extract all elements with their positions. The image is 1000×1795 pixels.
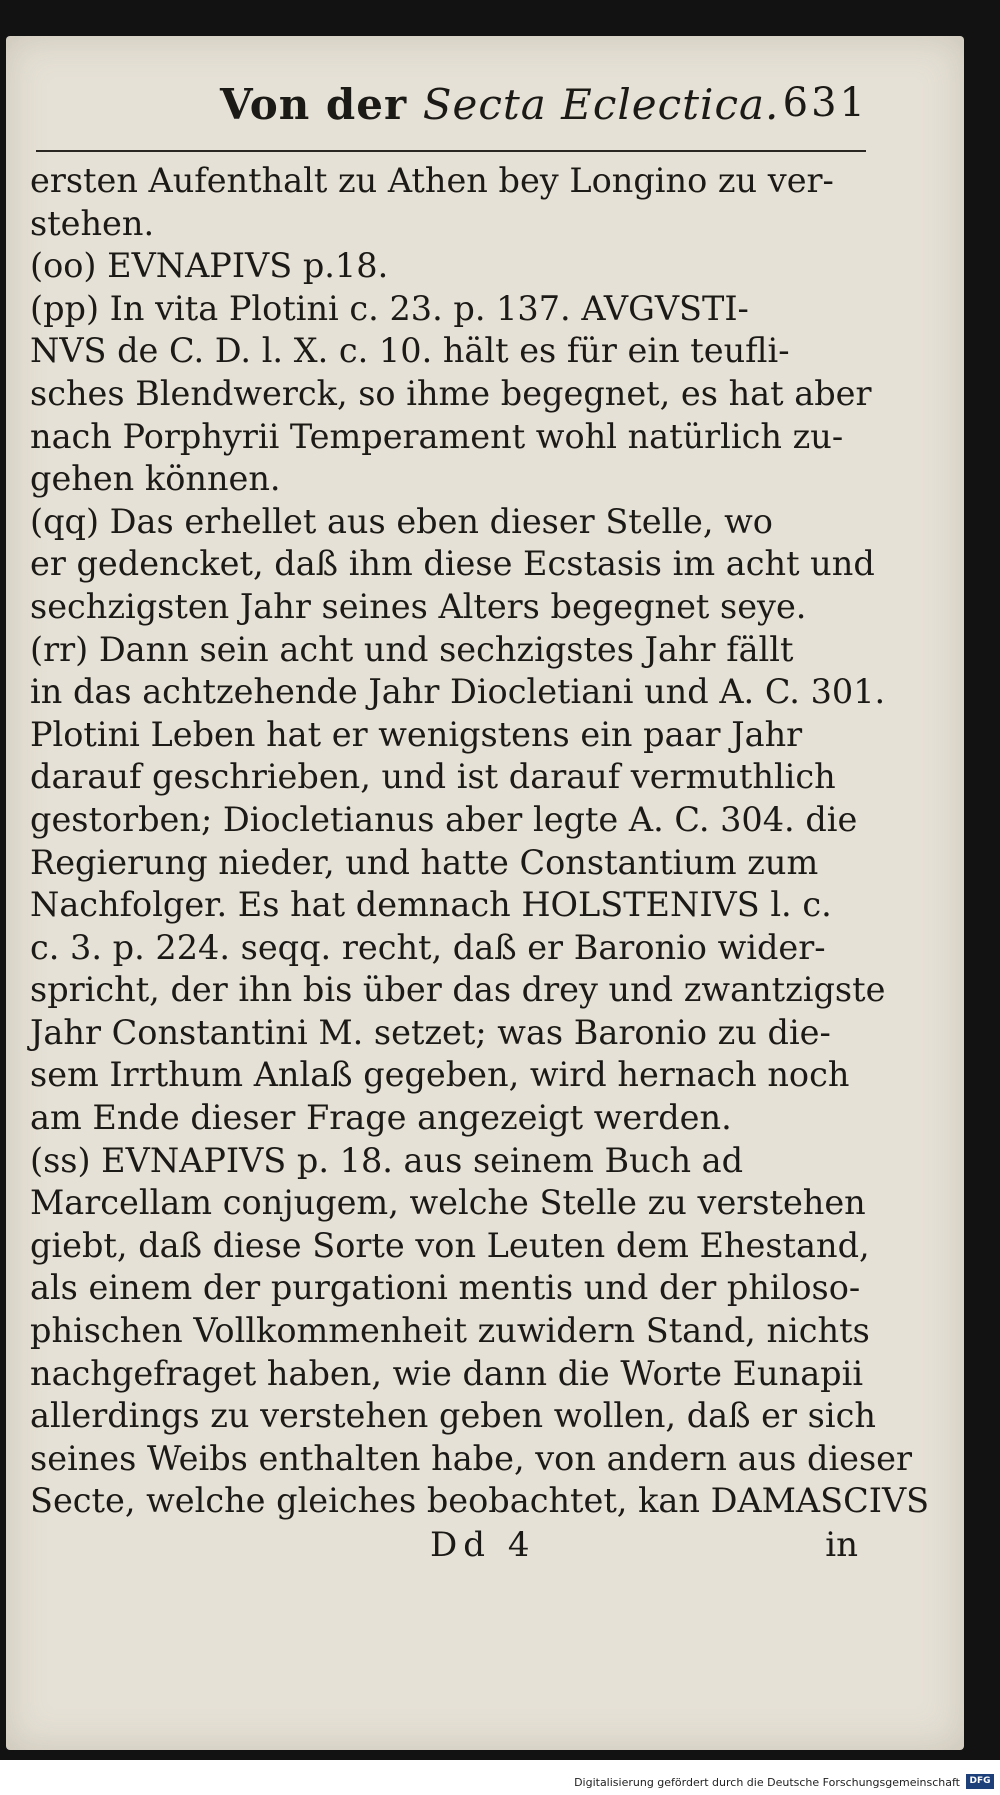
text-line: sechzigsten Jahr seines Alters begegnet seye. — [30, 586, 807, 626]
text-line: (qq) Das erhellet aus eben dieser Stelle, wo — [30, 501, 773, 541]
text-line: stehen. — [30, 203, 155, 243]
page-footer-row — [30, 1525, 898, 1575]
text-line: gehen können. — [30, 459, 281, 499]
dfg-logo: DFG — [966, 1774, 994, 1789]
text-line: c. 3. p. 224. seqq. recht, daß er Baronio wider- — [30, 927, 826, 967]
text-line: nach Porphyrii Temperament wohl natürlich zu- — [30, 416, 844, 456]
running-head-title-prefix: Von der — [220, 80, 423, 129]
text-line: Nachfolger. Es hat demnach HOLSTENIVS l. c. — [30, 885, 832, 925]
text-line: er gedencket, daß ihm diese Ecstasis im acht und — [30, 544, 875, 584]
text-line: nachgefraget haben, wie dann die Worte Eunapii — [30, 1353, 864, 1393]
text-line: (oo) EVNAPIVS p.18. — [30, 246, 389, 286]
digitization-footer — [0, 1760, 1000, 1795]
text-line: seines Weibs enthalten habe, von andern aus dieser — [30, 1438, 913, 1478]
header-rule — [36, 150, 866, 152]
signature-mark: Dd 4 — [430, 1525, 536, 1565]
text-line: als einem der purgationi mentis und der philoso- — [30, 1268, 861, 1308]
page-content — [30, 76, 930, 1575]
text-line: Plotini Leben hat er wenigstens ein paar Jahr — [30, 714, 803, 754]
text-line: Regierung nieder, und hatte Constantium zum — [30, 842, 819, 882]
text-line: (pp) In vita Plotini c. 23. p. 137. AVGVSTI- — [30, 288, 749, 328]
text-line: (rr) Dann sein acht und sechzigstes Jahr fällt — [30, 629, 794, 669]
text-line: in das achtzehende Jahr Diocletiani und A. C. 301. — [30, 672, 886, 712]
text-line: spricht, der ihn bis über das drey und zwantzigste — [30, 970, 886, 1010]
running-head-title-italic: Secta Eclectica. — [422, 80, 780, 129]
book-page — [6, 36, 964, 1750]
catchword: in — [825, 1525, 858, 1565]
text-line: sches Blendwerck, so ihme begegnet, es hat aber — [30, 373, 872, 413]
text-line: Secte, welche gleiches beobachtet, kan DAMASCIVS — [30, 1481, 930, 1521]
text-line: ersten Aufenthalt zu Athen bey Longino zu ver- — [30, 161, 834, 200]
text-line: sem Irrthum Anlaß gegeben, wird hernach noch — [30, 1055, 850, 1095]
text-line: gestorben; Diocletianus aber legte A. C. 304. die — [30, 799, 858, 839]
text-line: phischen Vollkommenheit zuwidern Stand, nichts — [30, 1311, 870, 1351]
text-line: allerdings zu verstehen geben wollen, daß er sich — [30, 1396, 876, 1436]
text-line: darauf geschrieben, und ist darauf vermuthlich — [30, 757, 836, 797]
text-line: am Ende dieser Frage angezeigt werden. — [30, 1098, 732, 1138]
footer-credit: Digitalisierung gefördert durch die Deutsche Forschungsgemeinschaft — [574, 1776, 960, 1789]
running-head — [30, 76, 898, 146]
text-line: Jahr Constantini M. setzet; was Baronio zu die- — [30, 1012, 831, 1052]
text-line: Marcellam conjugem, welche Stelle zu verstehen — [30, 1183, 866, 1223]
text-line: giebt, daß diese Sorte von Leuten dem Ehestand, — [30, 1225, 870, 1265]
text-line: (ss) EVNAPIVS p. 18. aus seinem Buch ad — [30, 1140, 744, 1180]
running-head-title — [220, 80, 779, 129]
page-number: 631 — [782, 80, 868, 126]
text-line: NVS de C. D. l. X. c. 10. hält es für ein teufli- — [30, 331, 790, 371]
body-text — [30, 160, 930, 1523]
